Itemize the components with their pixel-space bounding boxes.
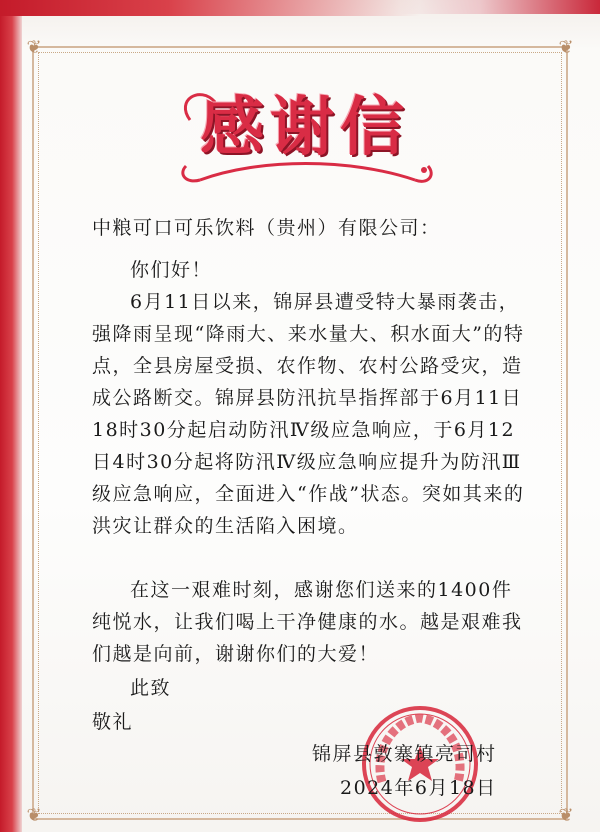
corner-ornament-icon: ❦ (26, 37, 42, 58)
salutation: 中粮可口可乐饮料（贵州）有限公司： (92, 217, 441, 239)
title-text: 感谢信 (200, 90, 410, 165)
greeting: 你们好！ (130, 259, 213, 281)
signer: 锦屏县敦寨镇亮司村 (312, 743, 497, 765)
letter-date: 2024年6月18日 (340, 777, 497, 799)
red-band-top-right (400, 0, 600, 14)
body-paragraph-2: 在这一艰难时刻，感谢您们送来的1400件纯悦水，让我们喝上干净健康的水。越是艰难我们越是向前，谢谢你们的大爱！ (92, 579, 523, 665)
corner-ornament-icon: ❦ (558, 37, 574, 58)
corner-ornament-icon: ❦ (26, 805, 42, 826)
red-band-top (0, 0, 420, 16)
regards-line: 敬礼 (92, 711, 134, 733)
closing-line: 此致 (130, 677, 172, 699)
corner-ornament-icon: ❦ (558, 805, 574, 826)
body-paragraph-1: 6月11日以来，锦屏县遭受特大暴雨袭击，强降雨呈现“降雨大、来水量大、积水面大”的特点，全县房屋受损、农作物、农村公路受灾，造成公路断交。锦屏县防汛抗旱指挥部于6月11日18时30分起启动防汛Ⅳ级应急响应，于6月12日4时30分起将防汛Ⅳ级应急响应提升为防汛Ⅲ级应急响应，全面进入“作战”状态。突如其来的洪灾让群众的生活陷入困境。 (92, 291, 525, 537)
red-band-left (0, 0, 22, 832)
letter-title (170, 80, 440, 190)
